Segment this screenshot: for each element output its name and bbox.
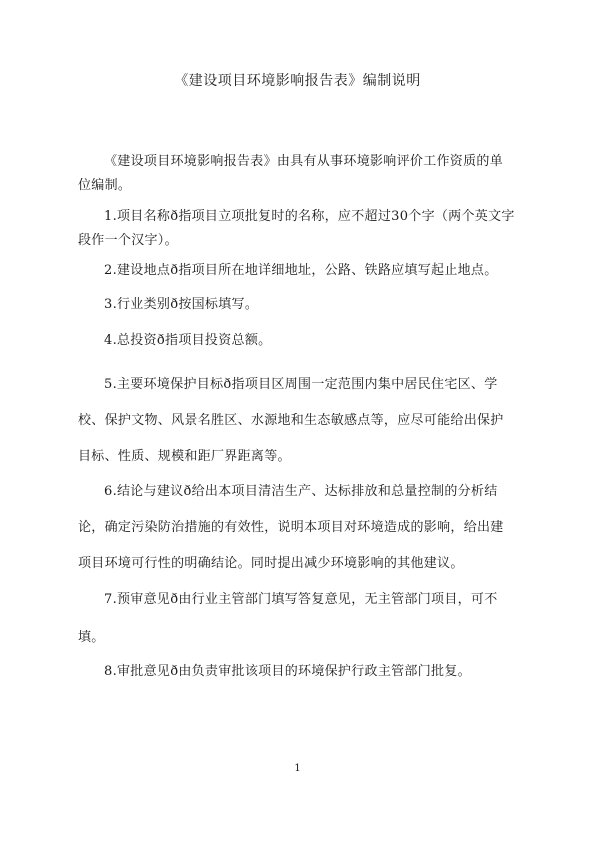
paragraph-item-5: 5.主要环境保护目标ð指项目区周围一定范围内集中居民住宅区、学校、保护文物、风景名胜区、水源地和生态敏感点等，应尽可能给出保护目标、性质、规模和距厂界距离等。 <box>78 377 504 464</box>
paragraph-intro: 《建设项目环境影响报告表》由具有从事环境影响评价工作资质的单位编制。 <box>78 154 504 193</box>
paragraph-item-2: 2.建设地点ð指项目所在地详细地址，公路、铁路应填写起止地点。 <box>104 263 498 278</box>
paragraph-item-7: 7.预审意见ð由行业主管部门填写答复意见，无主管部门项目，可不填。 <box>78 592 498 645</box>
paragraph-item-1: 1.项目名称ð指项目立项批复时的名称，应不超过30个字（两个英文字段作一个汉字）。 <box>78 209 515 248</box>
paragraph-item-3: 3.行业类别ð按国标填写。 <box>104 297 259 312</box>
page-number: 1 <box>294 763 301 774</box>
paragraph-item-4: 4.总投资ð指项目投资总额。 <box>104 333 272 348</box>
paragraph-item-6: 6.结论与建议ð给出本项目清洁生产、达标排放和总量控制的分析结论，确定污染防治措施的有效性，说明本项目对环境造成的影响，给出建项目环境可行性的明确结论。同时提出减少环境影响的其他建议。 <box>78 484 504 571</box>
paragraph-item-8: 8.审批意见ð由负责审批该项目的环境保护行政主管部门批复。 <box>104 664 471 679</box>
document-title: 《建设项目环境影响报告表》编制说明 <box>174 73 421 89</box>
